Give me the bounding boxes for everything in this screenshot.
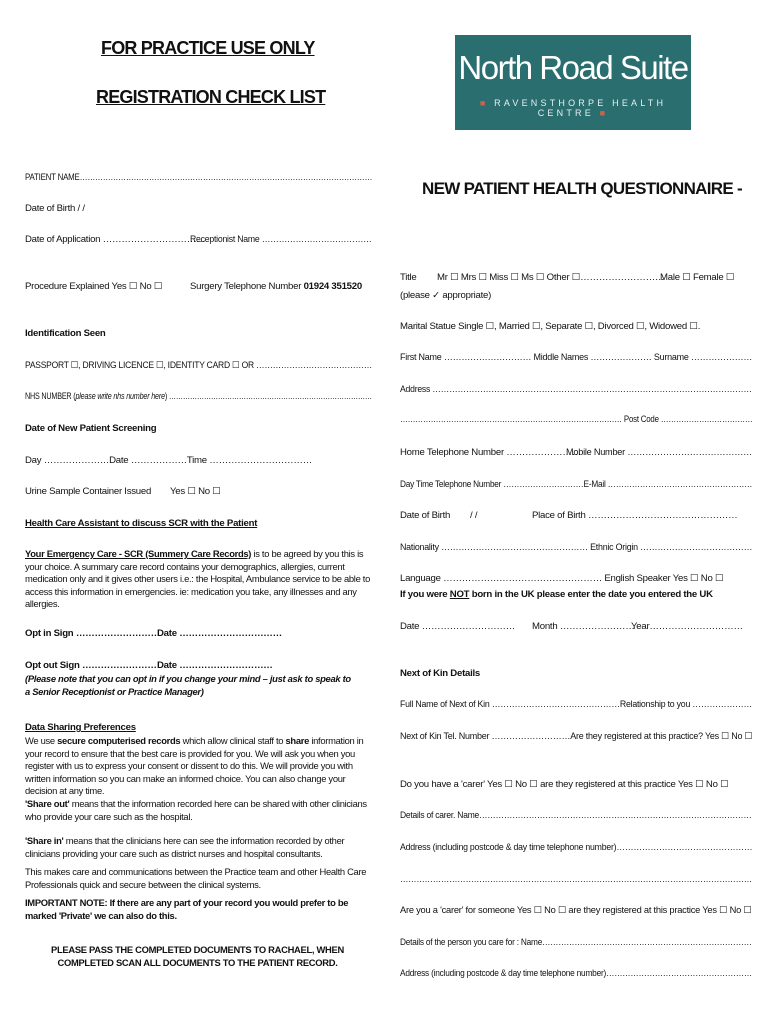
- id-type-field[interactable]: PASSPORT ☐, DRIVING LICENCE ☐, IDENTITY CARD ☐ OR ……………………………………: [25, 360, 373, 371]
- north-road-suite-logo: [455, 35, 691, 130]
- address-field[interactable]: Address ……………………………………………………………………………………………………: [400, 384, 752, 395]
- share-in-paragraph: 'Share in' means that the clinicians here can see the information recorded by other clinicians providing your care such as district nurses and hospital consultants.: [25, 835, 345, 859]
- date-of-application-field[interactable]: Date of Application ……………………………: [25, 234, 206, 245]
- mobile-number-field[interactable]: Mobile Number ……………………………………: [566, 447, 753, 458]
- hca-scr-heading: Health Care Assistant to discuss SCR with the Patient: [25, 518, 258, 529]
- person-cared-address-field[interactable]: Address (including postcode & day time telephone number)………………………………………………: [400, 968, 752, 979]
- date-of-birth-field[interactable]: Date of Birth / /: [25, 203, 85, 214]
- practice-use-heading: FOR PRACTICE USE ONLY: [101, 38, 315, 58]
- title-label: Title: [400, 272, 417, 283]
- procedure-explained-field[interactable]: Procedure Explained Yes ☐ No ☐: [25, 281, 163, 292]
- data-sharing-paragraph: We use secure computerised records which allow clinical staff to share information in your record to ensure that the best care is provided for you. We will ask you when you register with us to express your consent or dissent to do this. We will provide you with written information so you can make an informed choice. You can also change your decision at any time.: [25, 735, 364, 796]
- home-telephone-field[interactable]: Home Telephone Number ……………………: [400, 447, 582, 458]
- carer-question[interactable]: Do you have a 'carer' Yes ☐ No ☐ are they registered at this practice Yes ☐ No ☐: [400, 779, 729, 790]
- postcode-field[interactable]: …………………………………………………………………………… Post Code ………………………………: [400, 414, 753, 425]
- scr-paragraph: Your Emergency Care - SCR (Summery Care Records) is to be agreed by you this is your choice. A summary care record contains your demographics, allergies, current medication only and it gives other users i.e.: the Hospital, Ambulance service to be able to access this information in emergencies. ie: medication you take, any illnesses and any allergies.: [25, 548, 371, 609]
- next-of-kin-name-field[interactable]: Full Name of Next of Kin ………………………………………Relationship to you …………………: [400, 699, 753, 710]
- nationality-ethnic-field[interactable]: Nationality …………………………………………… Ethnic Origin …………………………………: [400, 542, 753, 553]
- logo-title: North Road Suite: [458, 49, 688, 86]
- patient-name-field[interactable]: PATIENT NAME……………………………………………………………………………………………………: [25, 172, 373, 183]
- uk-entry-year-field[interactable]: Year…………………………: [631, 621, 743, 632]
- carer-address-line2[interactable]: …………………………………………………………………………………………………………………: [400, 874, 752, 885]
- data-sharing-heading: Data Sharing Preferences: [25, 722, 136, 733]
- language-field[interactable]: Language …………………………………………… English Speaker Yes ☐ No ☐: [400, 573, 724, 584]
- opt-note: (Please note that you can opt in if you change your mind – just ask to speak to a Senior Receptionist or Practice Manager): [25, 673, 351, 697]
- opt-in-date-field[interactable]: Date ……………………………: [157, 628, 282, 639]
- uk-entry-date-field[interactable]: Date …………………………: [400, 621, 516, 632]
- screening-date-heading: Date of New Patient Screening: [25, 423, 157, 434]
- please-tick-note: (please ✓ appropriate): [400, 290, 492, 301]
- opt-out-date-field[interactable]: Date …………………………: [157, 660, 273, 671]
- daytime-tel-email-field[interactable]: Day Time Telephone Number …………………………E-Mail ………………………………………………: [400, 479, 753, 490]
- uk-entry-month-field[interactable]: Month ……………………: [532, 621, 635, 632]
- urine-sample-label: Urine Sample Container Issued: [25, 486, 152, 497]
- logo-subtitle: ■ RAVENSTHORPE HEALTH CENTRE ■: [479, 98, 667, 118]
- carer-details-field[interactable]: Details of carer. Name………………………………………………………………………………………: [400, 810, 752, 821]
- share-out-paragraph: 'Share out' means that the information recorded here can be shared with other clinicians who provide your care such as the hospital.: [25, 798, 367, 822]
- identification-seen-heading: Identification Seen: [25, 328, 106, 339]
- registration-checklist-heading: REGISTRATION CHECK LIST: [96, 87, 326, 107]
- nhs-number-field[interactable]: NHS NUMBER (please write nhs number here) ……………………………………………………………………………: [25, 391, 372, 402]
- surgery-telephone: Surgery Telephone Number 01924 351520: [190, 281, 362, 292]
- questionnaire-title: NEW PATIENT HEALTH QUESTIONNAIRE -: [422, 179, 742, 198]
- person-cared-for-field[interactable]: Details of the person you care for : Name……………………………………………………………………: [400, 937, 752, 948]
- day-date-time-field[interactable]: Day …………………Date ………………Time ……………………………: [25, 455, 313, 466]
- gender-options[interactable]: Male ☐ Female ☐: [660, 272, 735, 283]
- patient-dob-label: Date of Birth: [400, 510, 451, 521]
- receptionist-name-field[interactable]: Receptionist Name …………………………………: [190, 234, 372, 245]
- urine-sample-checkboxes[interactable]: Yes ☐ No ☐: [170, 486, 221, 497]
- important-note: IMPORTANT NOTE: If there are any part of your record you would prefer to be marked 'Private' we can also do this.: [25, 897, 349, 921]
- opt-out-sign-field[interactable]: Opt out Sign ……………………: [25, 660, 157, 671]
- title-options[interactable]: Mr ☐ Mrs ☐ Miss ☐ Ms ☐ Other ☐………………………: [437, 272, 665, 283]
- next-of-kin-heading: Next of Kin Details: [400, 668, 481, 679]
- names-field[interactable]: First Name ………………………… Middle Names ………………… Surname …………………: [400, 352, 753, 363]
- marital-status-field[interactable]: Marital Statue Single ☐, Married ☐, Separate ☐, Divorced ☐, Widowed ☐.: [400, 321, 701, 332]
- pass-documents-instruction: PLEASE PASS THE COMPLETED DOCUMENTS TO RACHAEL, WHEN COMPLETED SCAN ALL DOCUMENTS TO THE PATIENT RECORD.: [51, 944, 344, 968]
- communications-paragraph: This makes care and communications between the Practice team and other Health Care Professionals quick and secure between the clinical systems.: [25, 866, 367, 890]
- not-born-uk-note: If you were NOT born in the UK please enter the date you entered the UK: [400, 589, 713, 600]
- place-of-birth-field[interactable]: Place of Birth …………………………………………: [532, 510, 738, 521]
- carer-address-field[interactable]: Address (including postcode & day time telephone number)…………………………………………: [400, 842, 753, 853]
- opt-in-sign-field[interactable]: Opt in Sign ………………………: [25, 628, 160, 639]
- next-of-kin-tel-field[interactable]: Next of Kin Tel. Number ………………………Are they registered at this practice? Yes ☐ No ☐: [400, 731, 753, 742]
- patient-dob-field[interactable]: / /: [470, 510, 478, 521]
- are-you-carer-question[interactable]: Are you a 'carer' for someone Yes ☐ No ☐ are they registered at this practice Yes ☐ No ☐: [400, 905, 752, 916]
